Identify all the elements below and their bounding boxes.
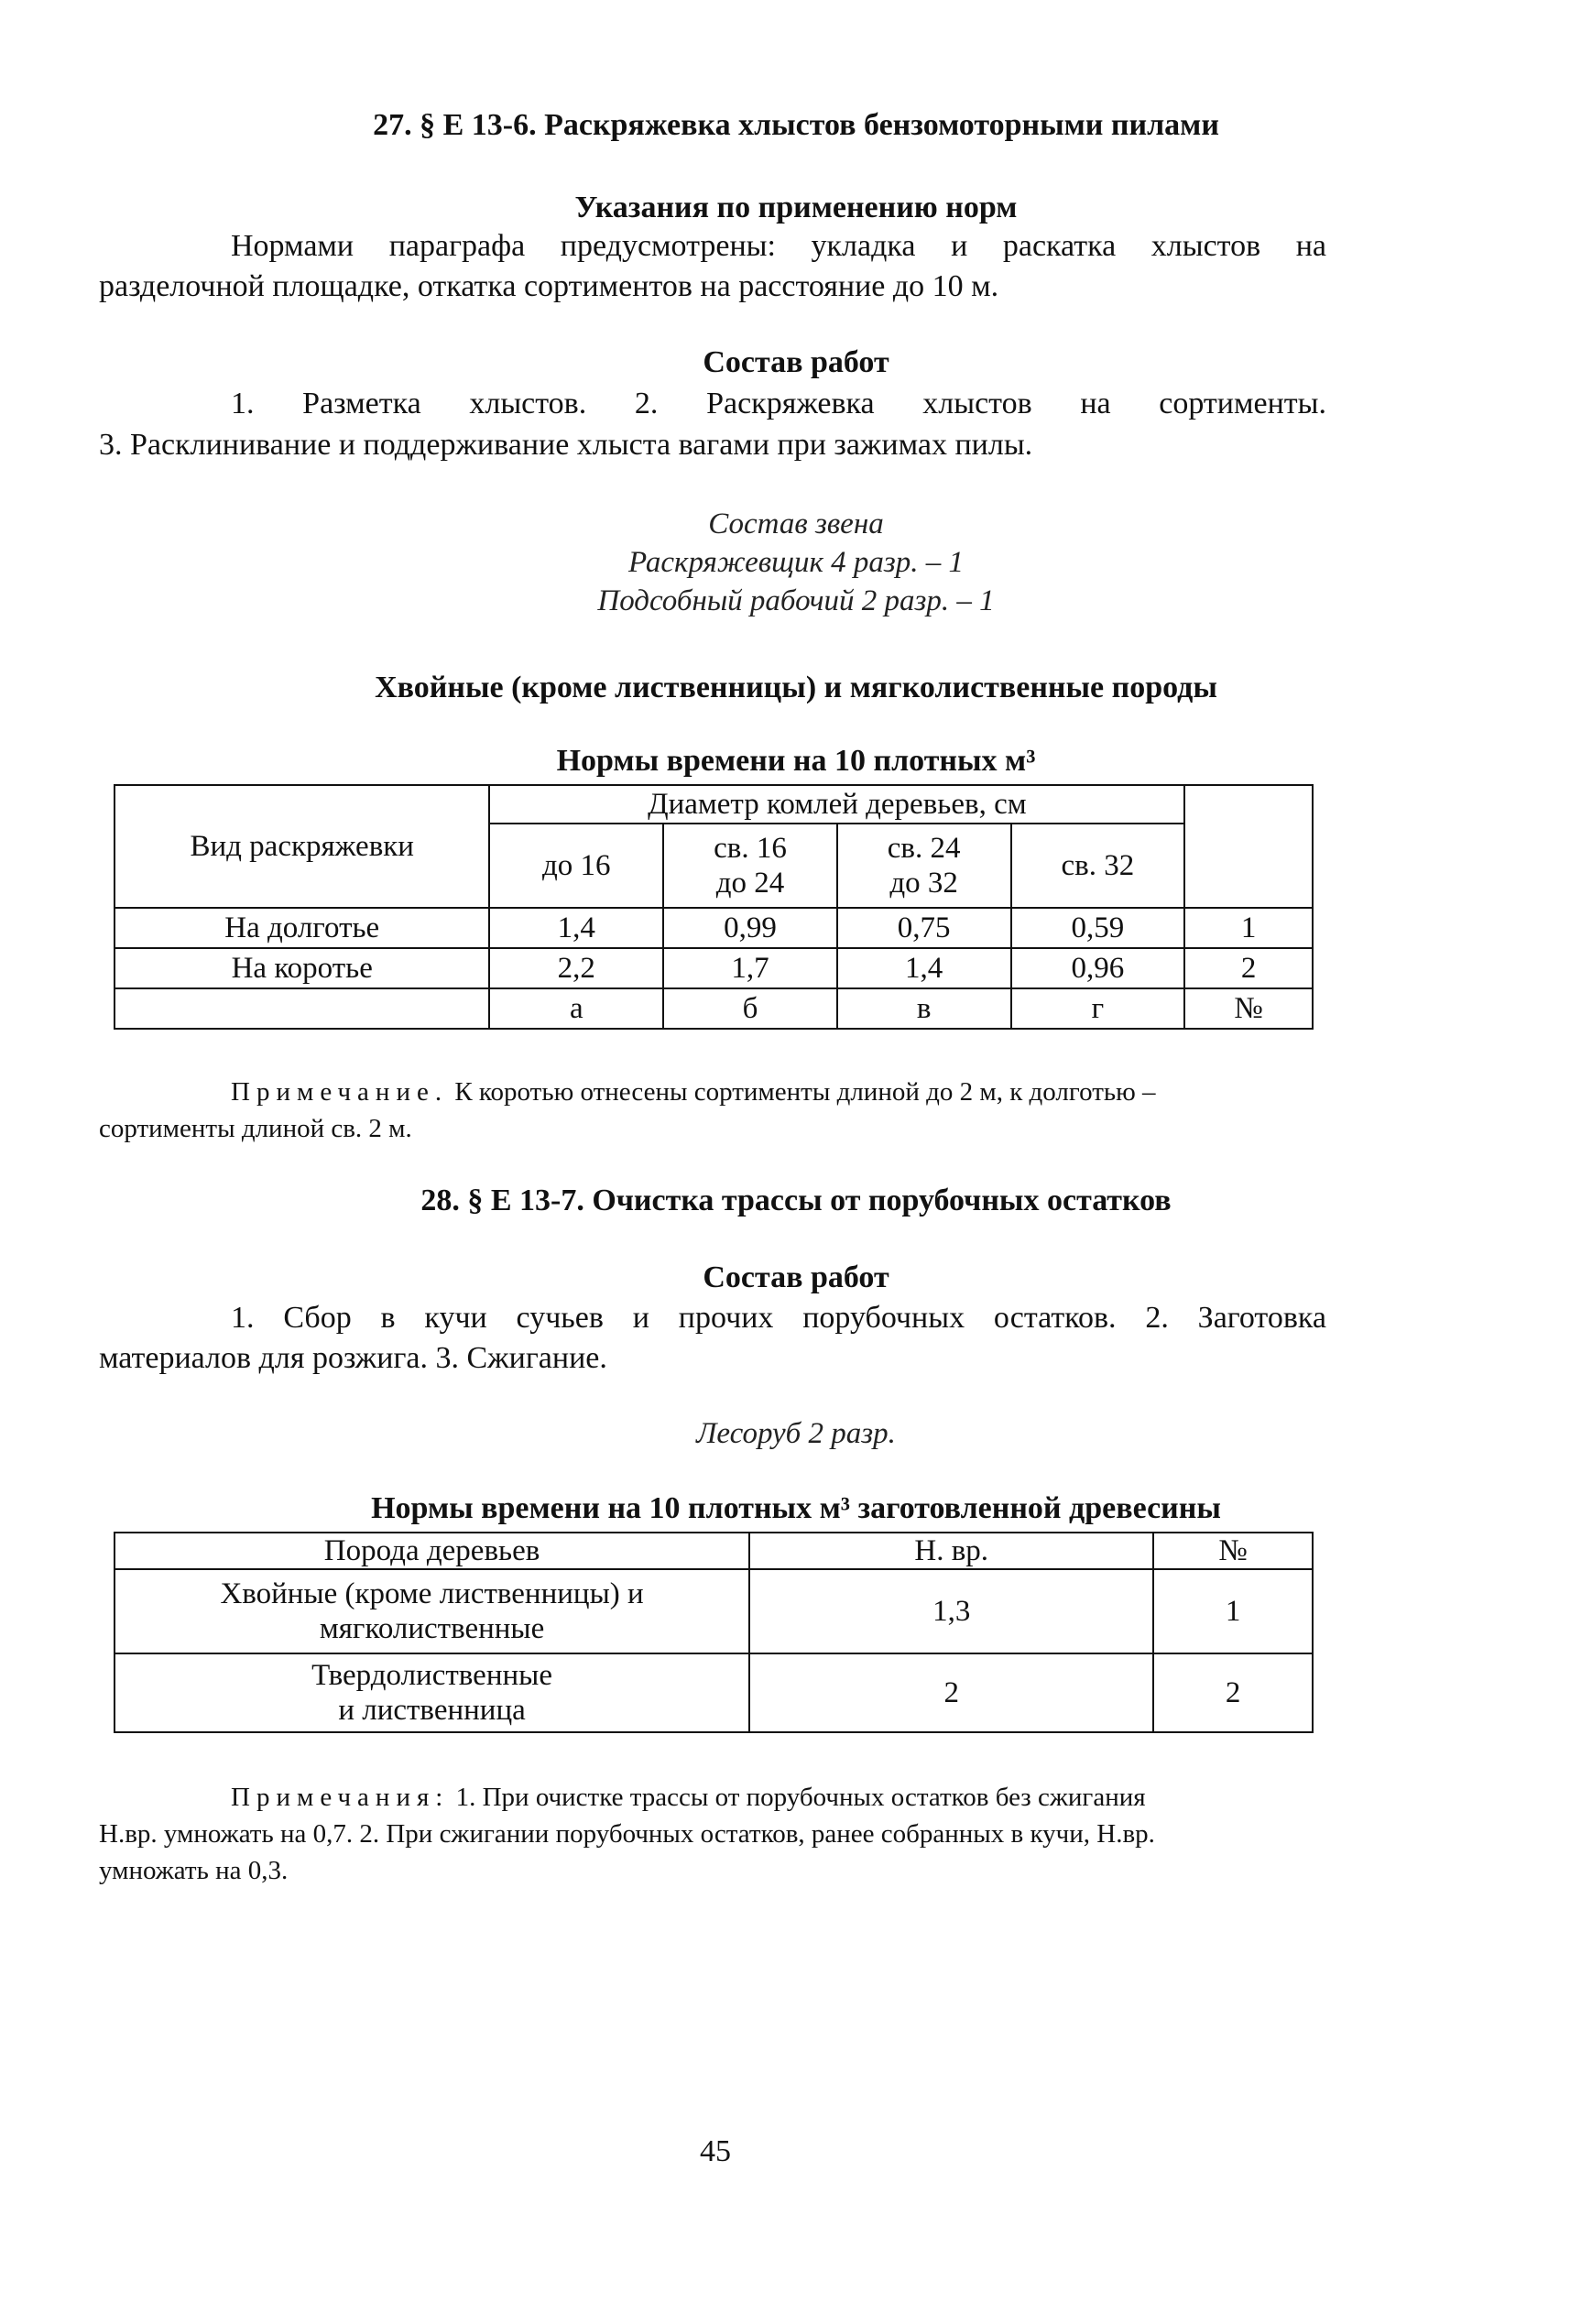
guidance-heading: Указания по применению норм — [574, 191, 1018, 224]
table-row — [114, 1653, 1313, 1732]
row-number: 2 — [1153, 1653, 1313, 1732]
column-letter: б — [663, 988, 837, 1029]
crew-heading: Состав звена — [708, 507, 884, 540]
table-row-letters — [114, 988, 1313, 1029]
note-27-prefix: Примечание. — [231, 1077, 449, 1107]
row-number: 1 — [1153, 1569, 1313, 1653]
page-number: 45 — [700, 2134, 731, 2168]
cell-value: 1,7 — [663, 948, 837, 988]
work-line-1-28: 1. Сбор в кучи сучьев и прочих порубочных остатков. 2. Заготовка — [231, 1301, 1326, 1335]
note-27-line-2: сортименты длиной св. 2 м. — [99, 1114, 412, 1143]
row-number: 2 — [1184, 948, 1313, 988]
row-number: 1 — [1184, 908, 1313, 948]
col-header-d4: св. 32 — [1011, 824, 1185, 908]
guidance-line-2: разделочной площадке, откатка сортиментов на расстояние до 10 м. — [99, 269, 999, 303]
col-header-norm: Н. вр. — [749, 1533, 1153, 1569]
table-1-title: Нормы времени на 10 плотных м³ — [556, 744, 1036, 778]
section-27-title: 27. § Е 13-6. Раскряжевка хлыстов бензомоторными пилами — [373, 108, 1219, 142]
num-label: № — [1184, 988, 1313, 1029]
table-row — [114, 908, 1313, 948]
column-letter: г — [1011, 988, 1185, 1029]
species-heading: Хвойные (кроме лиственницы) и мягколиственные породы — [375, 671, 1217, 704]
cell-value: 1,4 — [489, 908, 663, 948]
col-header-species: Порода деревьев — [114, 1533, 749, 1569]
crew-28: Лесоруб 2 разр. — [696, 1417, 896, 1450]
crew-line-1: Раскряжевщик 4 разр. – 1 — [627, 546, 965, 579]
cell-norm: 2 — [749, 1653, 1153, 1732]
col-header-diameter: Диаметр комлей деревьев, см — [489, 785, 1184, 824]
cell-value: 0,59 — [1011, 908, 1185, 948]
cell-norm: 1,3 — [749, 1569, 1153, 1653]
table-2-title: Нормы времени на 10 плотных м³ заготовленной древесины — [371, 1491, 1221, 1525]
cell-value: 1,4 — [837, 948, 1011, 988]
blank-cell — [114, 988, 489, 1029]
cell-value: 2,2 — [489, 948, 663, 988]
notes-28-prefix: Примечания: — [231, 1783, 450, 1812]
cell-value: 0,75 — [837, 908, 1011, 948]
norms-table-1 — [114, 784, 1314, 1030]
section-28-title: 28. § Е 13-7. Очистка трассы от порубочных остатков — [420, 1184, 1172, 1217]
work-heading-27: Состав работ — [703, 345, 889, 379]
notes-28-line-2: Н.вр. умножать на 0,7. 2. При сжигании порубочных остатков, ранее собранных в кучи, Н.вр. — [99, 1819, 1155, 1849]
table-row — [114, 1569, 1313, 1653]
notes-28-line-3: умножать на 0,3. — [99, 1856, 289, 1885]
row-species: Твердолиственные и лиственница — [114, 1653, 749, 1732]
note-27-text: К коротью отнесены сортименты длиной до 2 м, к долготью – — [448, 1077, 1156, 1107]
work-line-2-27: 3. Расклинивание и поддерживание хлыста вагами при зажимах пилы. — [99, 428, 1033, 462]
notes-28-text: 1. При очистке трассы от порубочных остатков без сжигания — [449, 1783, 1146, 1812]
crew-line-2: Подсобный рабочий 2 разр. – 1 — [597, 584, 995, 617]
col-header-type: Вид раскряжевки — [114, 785, 489, 908]
row-label: На долготье — [114, 908, 489, 948]
col-header-num-blank — [1184, 785, 1313, 908]
cell-value: 0,96 — [1011, 948, 1185, 988]
col-header-num: № — [1153, 1533, 1313, 1569]
row-label: На коротье — [114, 948, 489, 988]
column-letter: а — [489, 988, 663, 1029]
cell-value: 0,99 — [663, 908, 837, 948]
col-header-d2: св. 16 до 24 — [663, 824, 837, 908]
guidance-line-1: Нормами параграфа предусмотрены: укладка и раскатка хлыстов на — [231, 229, 1326, 263]
note-27-line-1 — [231, 1074, 1326, 1110]
work-line-2-28: материалов для розжига. 3. Сжигание. — [99, 1341, 607, 1375]
norms-table-2 — [114, 1532, 1314, 1733]
table-row — [114, 948, 1313, 988]
work-line-1-27: 1. Разметка хлыстов. 2. Раскряжевка хлыстов на сортименты. — [231, 387, 1326, 420]
row-species: Хвойные (кроме лиственницы) и мягколиственные — [114, 1569, 749, 1653]
column-letter: в — [837, 988, 1011, 1029]
col-header-d1: до 16 — [489, 824, 663, 908]
notes-28-line-1 — [231, 1779, 1326, 1816]
col-header-d3: св. 24 до 32 — [837, 824, 1011, 908]
work-heading-28: Состав работ — [703, 1260, 889, 1294]
